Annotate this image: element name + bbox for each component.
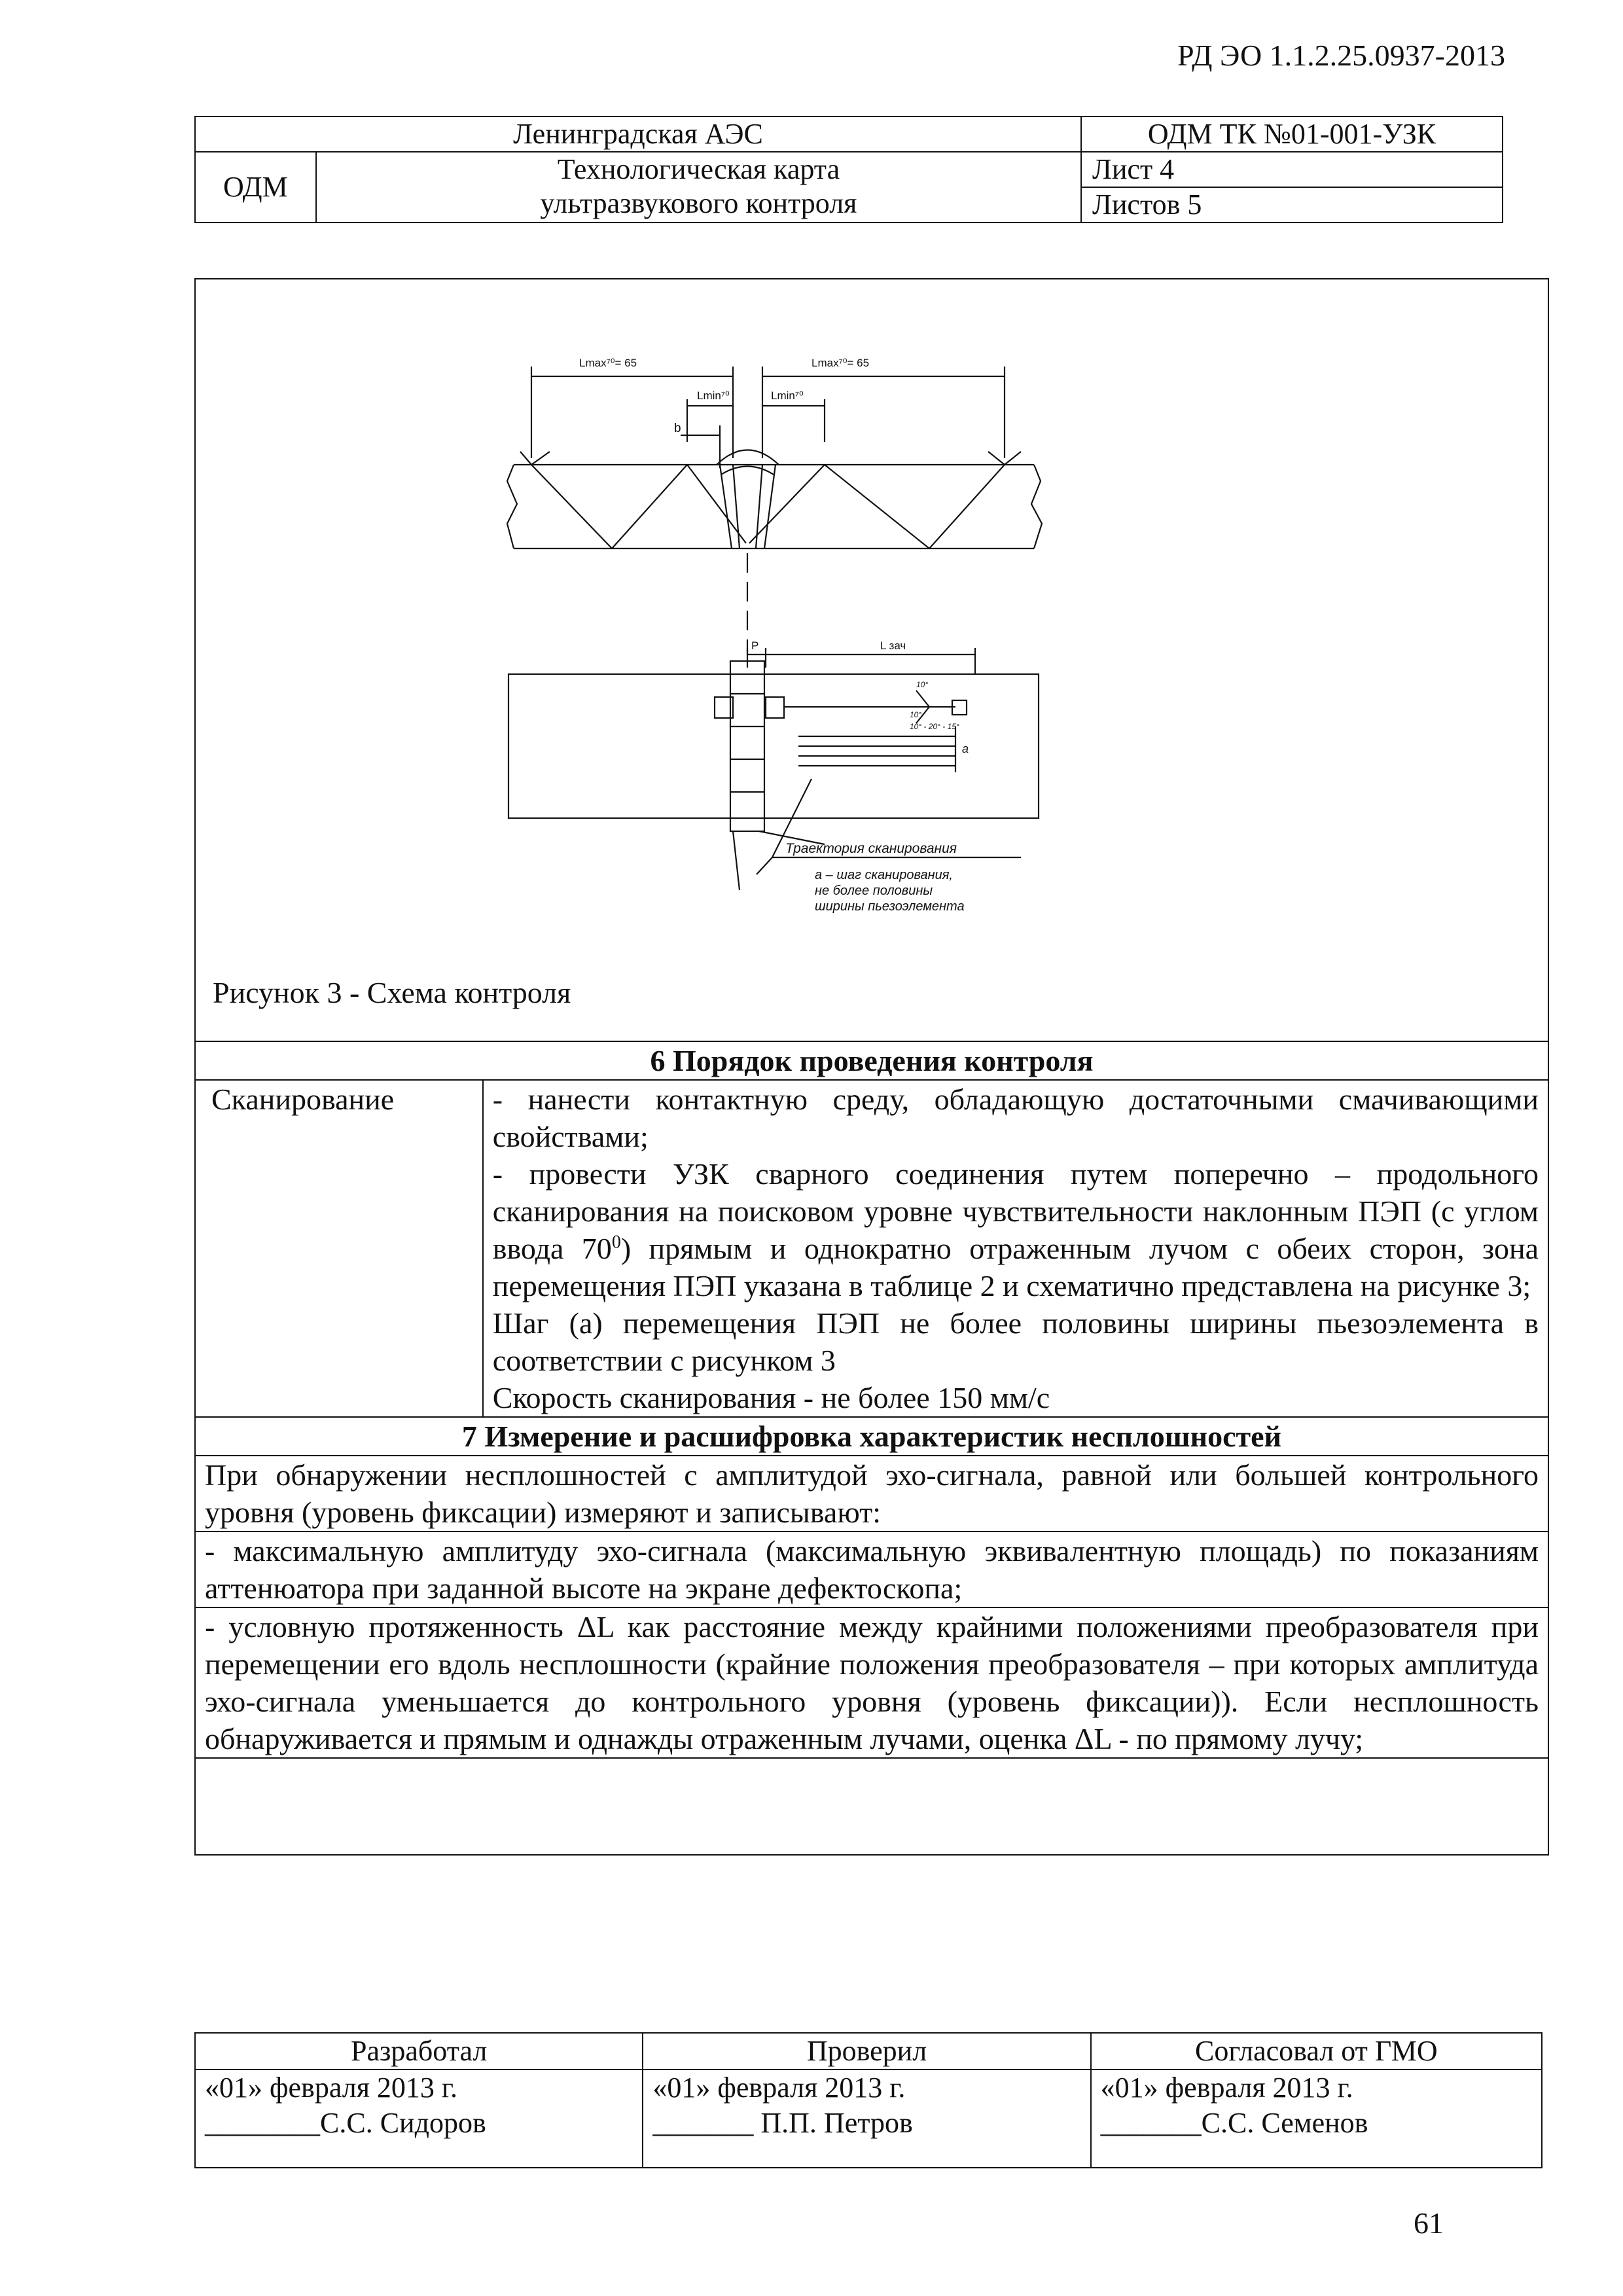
scanning-step-3: Шаг (а) перемещения ПЭП не более половины ширины пьезоэлемента в соответствии с рисунком 3 (492, 1306, 1539, 1377)
approved-header: Согласовал от ГМО (1091, 2033, 1542, 2070)
label-lzach: L зач (880, 639, 906, 652)
weld-plan-view (508, 648, 1039, 890)
measurement-length: - условную протяженность ΔL как расстояние между крайними положениями преобразователя при перемещении его вдоль несплошности (крайние положения преобразователя – при которых амплитуда эхо-сигнала уменьшается до контрольного уровня (уровень фиксации)). Если несплошность обнаруживается и прямым и однажды отраженным лучами, оценка ΔL - по прямому лучу; (195, 1607, 1548, 1758)
label-lmax-left: Lmax⁷⁰= 65 (579, 357, 637, 369)
label-a: a (962, 742, 969, 755)
signature-table (194, 2032, 1543, 2168)
header-sheet: Лист 4 (1081, 152, 1503, 187)
approved-cell (1091, 2070, 1542, 2168)
header-table (194, 116, 1503, 223)
figure-labels (579, 357, 969, 914)
label-angle-1: 10° (916, 680, 929, 689)
approved-date: «01» февраля 2013 г. (1100, 2072, 1353, 2104)
note-line-3: ширины пьезоэлемента (815, 899, 965, 914)
label-p: P (751, 639, 759, 652)
header-doc-number: ОДМ ТК №01-001-УЗК (1081, 117, 1503, 152)
checked-date: «01» февраля 2013 г. (652, 2072, 906, 2104)
header-sheets-total: Листов 5 (1081, 187, 1503, 223)
label-angle-2: 10° (910, 710, 922, 719)
label-trajectory: Траектория сканирования (785, 841, 957, 856)
checked-header: Проверил (643, 2033, 1090, 2070)
document-code: РД ЭО 1.1.2.25.0937-2013 (1177, 39, 1505, 72)
scanning-step-2: - провести УЗК сварного соединения путем поперечно – продольного сканирования на поисковом уровне чувствительности наклонным ПЭП (с углом ввода $70^0$) прямым и однократно отраженным лучом с обеих сторон, зона перемещения ПЭП указана в таблице 2 и схематично представлена на рисунке 3; (492, 1157, 1539, 1302)
label-b: b (674, 422, 681, 435)
label-lmin-left: Lmin⁷⁰ (697, 389, 730, 402)
scanning-instructions (483, 1080, 1548, 1417)
section-6-title: 6 Порядок проведения контроля (195, 1041, 1548, 1080)
developed-cell (195, 2070, 643, 2168)
approved-signature: _______С.С. Семенов (1100, 2107, 1368, 2139)
scanning-step-1: - нанести контактную среду, обладающую достаточными смачивающими свойствами; (492, 1083, 1539, 1153)
note-line-1: a – шаг сканирования, (815, 868, 953, 882)
checked-signature: _______ П.П. Петров (652, 2107, 913, 2139)
scanning-label: Сканирование (195, 1080, 483, 1417)
procedure-table (194, 1041, 1549, 1759)
label-lmin-right: Lmin⁷⁰ (771, 389, 804, 402)
note-line-2: не более половины (815, 884, 933, 898)
label-angle-3: 10° - 20° - 15° (910, 722, 959, 731)
measurement-amplitude: - максимальную амплитуду эхо-сигнала (максимальную эквивалентную площадь) по показаниям аттенюатора при заданной высоте на экране дефектоскопа; (195, 1532, 1548, 1607)
measurement-intro: При обнаружении несплошностей с амплитудой эхо-сигнала, равной или большей контрольного уровня (уровень фиксации) измеряют и записывают: (195, 1456, 1548, 1532)
header-title: Технологическая карта ультразвукового контроля (316, 152, 1081, 223)
control-scheme-figure (458, 327, 1086, 956)
page-number: 61 (1414, 2206, 1444, 2240)
developed-date: «01» февраля 2013 г. (205, 2072, 458, 2104)
header-org: Ленинградская АЭС (195, 117, 1081, 152)
label-lmax-right: Lmax⁷⁰= 65 (812, 357, 870, 369)
weld-cross-section (507, 450, 1042, 655)
figure-caption: Рисунок 3 - Схема контроля (213, 976, 571, 1009)
header-type: ОДМ (195, 152, 316, 223)
checked-cell (643, 2070, 1090, 2168)
scanning-speed: Скорость сканирования - не более 150 мм/с (492, 1381, 1050, 1414)
section-7-title: 7 Измерение и расшифровка характеристик несплошностей (195, 1417, 1548, 1456)
dimension-lines (531, 367, 1005, 468)
developed-header: Разработал (195, 2033, 643, 2070)
developed-signature: ________С.С. Сидоров (205, 2107, 486, 2139)
